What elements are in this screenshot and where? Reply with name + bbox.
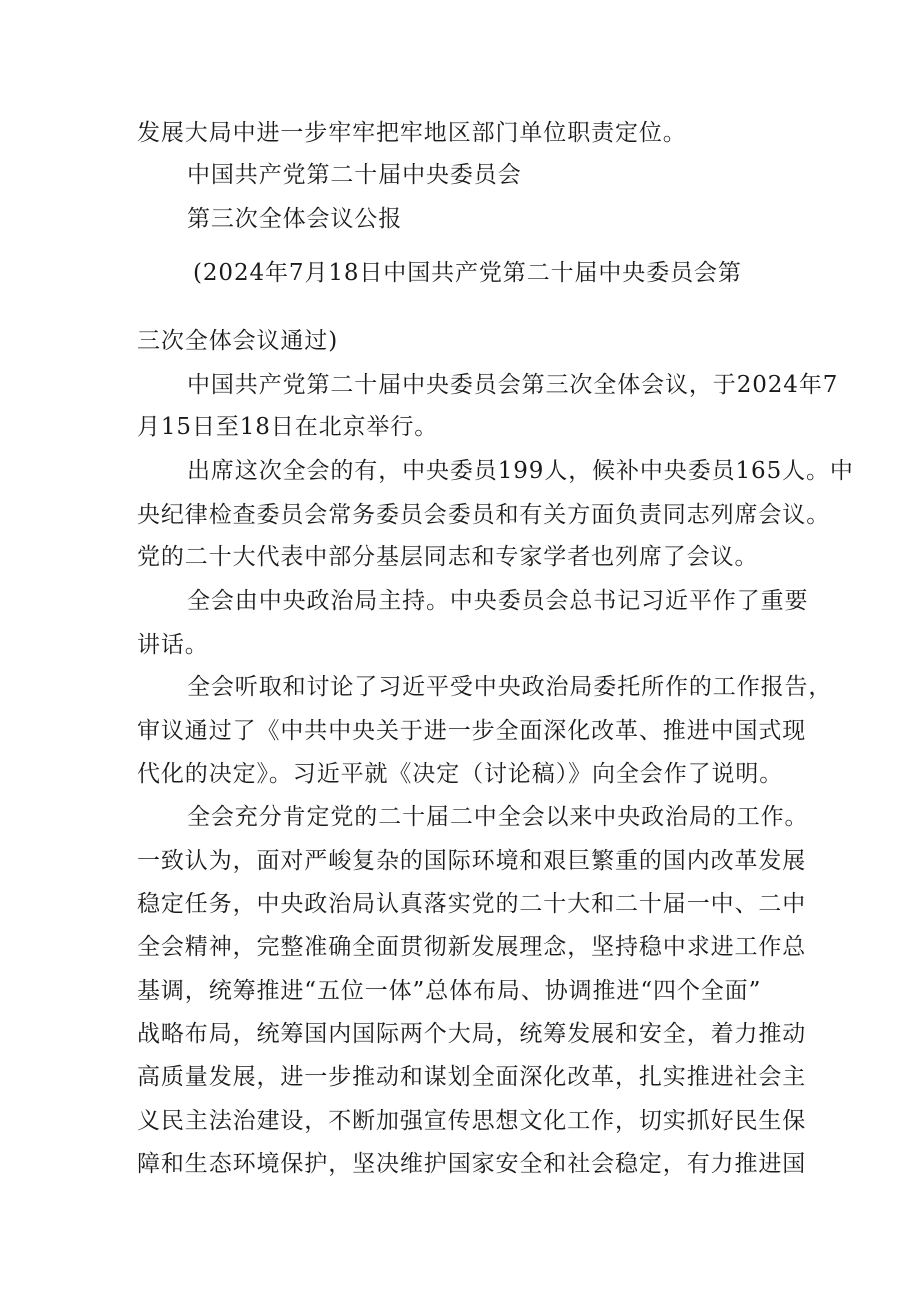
text-line: 中国共产党第二十届中央委员会第三次全体会议，于2024年7	[187, 372, 839, 398]
communique-title-line-1: 中国共产党第二十届中央委员会	[187, 162, 522, 188]
adoption-note-line-1: (2024年7月18日中国共产党第二十届中央委员会第	[193, 260, 742, 286]
text-line: 讲话。	[137, 632, 209, 658]
text-line: 稳定任务，中央政治局认真落实党的二十大和二十届一中、二中	[137, 891, 807, 917]
text-line: 月15日至18日在北京举行。	[137, 414, 439, 440]
text-line: 一致认为，面对严峻复杂的国际环境和艰巨繁重的国内改革发展	[137, 848, 807, 874]
text-line: 高质量发展，进一步推动和谋划全面深化改革，扎实推进社会主	[137, 1064, 807, 1090]
adoption-note-line-2: 三次全体会议通过)	[137, 328, 339, 354]
text-line: 战略布局，统筹国内国际两个大局，统筹发展和安全，着力推动	[137, 1021, 807, 1047]
text-line: 出席这次全会的有，中央委员199人，候补中央委员165人。中	[187, 458, 854, 484]
text-line: 全会精神，完整准确全面贯彻新发展理念，坚持稳中求进工作总	[137, 934, 807, 960]
text-line: 义民主法治建设，不断加强宣传思想文化工作，切实抓好民生保	[137, 1108, 807, 1134]
text-line: 全会听取和讨论了习近平受中央政治局委托所作的工作报告，	[187, 674, 833, 700]
text-line: 障和生态环境保护，坚决维护国家安全和社会稳定，有力推进国	[137, 1151, 807, 1177]
text-line: 央纪律检查委员会常务委员会委员和有关方面负责同志列席会议。	[137, 502, 831, 528]
text-line: 全会由中央政治局主持。中央委员会总书记习近平作了重要	[187, 588, 809, 614]
text-line: 党的二十大代表中部分基层同志和专家学者也列席了会议。	[137, 544, 759, 570]
text-line: 发展大局中进一步牢牢把牢地区部门单位职责定位。	[137, 120, 687, 146]
text-line: 审议通过了《中共中央关于进一步全面深化改革、推进中国式现	[137, 718, 807, 744]
text-line: 基调，统筹推进“五位一体”总体布局、协调推进“四个全面”	[137, 978, 762, 1004]
communique-title-line-2: 第三次全体会议公报	[187, 206, 403, 232]
text-line: 全会充分肯定党的二十届二中全会以来中央政治局的工作。	[187, 804, 809, 830]
text-line: 代化的决定》。习近平就《决定（讨论稿）》向全会作了说明。	[137, 761, 784, 787]
